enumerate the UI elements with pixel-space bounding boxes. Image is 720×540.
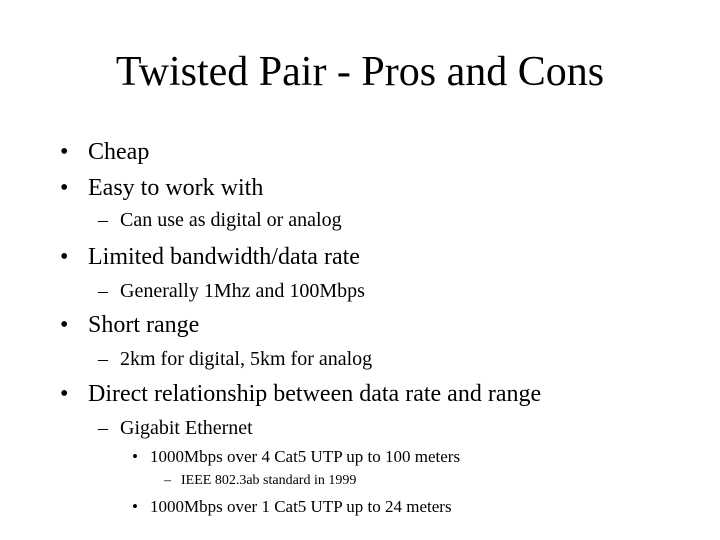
bullet-marker: •: [60, 312, 69, 338]
sub-bullet-marker: –: [98, 209, 108, 231]
sub-bullet-text: Can use as digital or analog: [120, 209, 342, 231]
bullet-text: Easy to work with: [88, 175, 264, 201]
sub-bullet-text: Generally 1Mhz and 100Mbps: [120, 280, 365, 302]
third-level-text: 1000Mbps over 1 Cat5 UTP up to 24 meters: [150, 497, 452, 516]
bullet-marker: •: [60, 381, 69, 407]
sub-bullet-marker: –: [98, 417, 108, 439]
bullet-text: Limited bandwidth/data rate: [88, 244, 360, 270]
bullet-marker: •: [60, 244, 69, 270]
third-level-marker: •: [132, 497, 138, 516]
bullet-text: Cheap: [88, 139, 150, 165]
sub-bullet-text: 2km for digital, 5km for analog: [120, 348, 373, 370]
sub-bullet-marker: –: [98, 348, 108, 370]
bullet-text: Short range: [88, 312, 200, 338]
third-level-marker: •: [132, 447, 138, 466]
bullet-marker: •: [60, 175, 69, 201]
fourth-level-marker: –: [164, 473, 171, 488]
slide-title: Twisted Pair - Pros and Cons: [115, 49, 605, 95]
sub-bullet-marker: –: [98, 280, 108, 302]
bullet-marker: •: [60, 139, 69, 165]
sub-bullet-text: Gigabit Ethernet: [120, 417, 253, 439]
third-level-text: 1000Mbps over 4 Cat5 UTP up to 100 meters: [150, 447, 461, 466]
fourth-level-text: IEEE 802.3ab standard in 1999: [181, 473, 357, 488]
bullet-text: Direct relationship between data rate and range: [88, 381, 542, 407]
